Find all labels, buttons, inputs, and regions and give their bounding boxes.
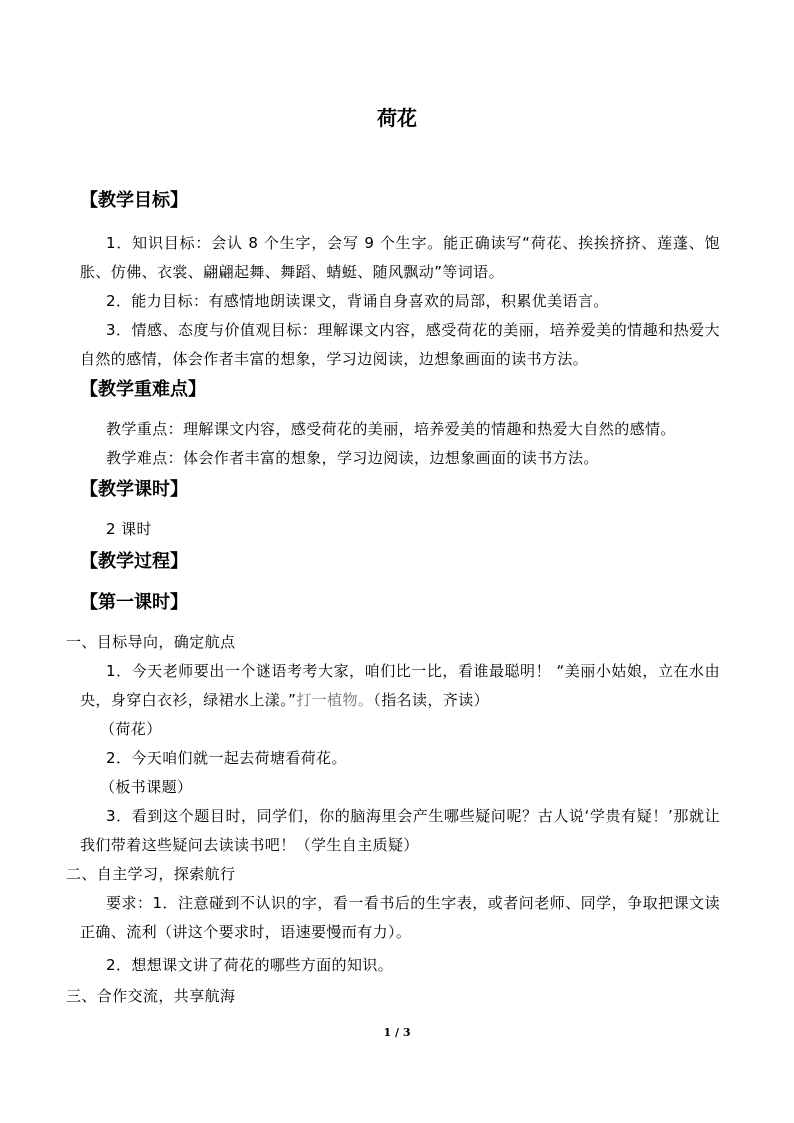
part1-item2: 2．今天咱们就一起去荷塘看荷花。	[106, 749, 347, 767]
key-point-focus: 教学重点：理解课文内容，感受荷花的美丽，培养爱美的情趣和热爱大自然的感情。	[106, 420, 676, 438]
part3-title: 三、合作交流，共享航海	[66, 987, 236, 1005]
goal-item-emotion: 3．情感、态度与价值观目标：理解课文内容，感受荷花的美丽，培养爱美的情趣和热爱大自然的感情，体会作者丰富的想象，学习边阅读，边想象画面的读书方法。	[80, 321, 720, 368]
part1-item1-text: 1．今天老师要出一个谜语考考大家，咱们比一比，看谁最聪明！ “美丽小姑娘，立在水由央，身穿白衣衫，绿裙水上漾。”	[80, 662, 720, 709]
part1-title: 一、目标导向，确定航点	[66, 633, 236, 651]
part1-item1	[80, 657, 720, 715]
part2-requirement1: 要求：1．注意碰到不认识的字，看一看书后的生字表，或者问老师、同学，争取把课文读正确、流利（讲这个要求时，语速要慢而有力）。	[80, 894, 720, 941]
goal-item-knowledge: 1．知识目标：会认 8 个生字，会写 9 个生字。能正确读写“荷花、挨挨挤挤、莲蓬、饱胀、仿佛、衣裳、翩翩起舞、舞蹈、蜻蜓、随风飘动”等词语。	[80, 234, 720, 281]
part1-answer: （荷花）	[100, 720, 162, 738]
section-heading-key-points: 【教学重难点】	[80, 379, 206, 400]
hours-value: 2 课时	[106, 520, 152, 538]
section-heading-hours: 【教学课时】	[80, 479, 188, 500]
section-heading-goals: 【教学目标】	[80, 190, 188, 211]
page-indicator: 1 / 3	[383, 1026, 411, 1039]
section-heading-process: 【教学过程】	[80, 551, 188, 572]
key-point-difficulty: 教学难点：体会作者丰富的想象，学习边阅读，边想象画面的读书方法。	[106, 449, 599, 467]
part2-title: 二、自主学习，探索航行	[66, 865, 236, 883]
part1-item1-tail: （指名读，齐读）	[373, 691, 489, 709]
document-title: 荷花	[377, 106, 417, 130]
goal-item-ability: 2．能力目标：有感情地朗读课文，背诵自身喜欢的局部，积累优美语言。	[106, 292, 609, 310]
part1-item3: 3．看到这个题目时，同学们，你的脑海里会产生哪些疑问呢？古人说‘学贵有疑！’那就让我们带着这些疑问去读读书吧！（学生自主质疑）	[80, 807, 720, 854]
part1-item1-hint: 打一植物。	[296, 691, 374, 709]
section-heading-first-lesson: 【第一课时】	[80, 592, 188, 613]
part2-requirement2: 2．想想课文讲了荷花的哪些方面的知识。	[106, 956, 394, 974]
part1-board: （板书课题）	[100, 778, 193, 796]
